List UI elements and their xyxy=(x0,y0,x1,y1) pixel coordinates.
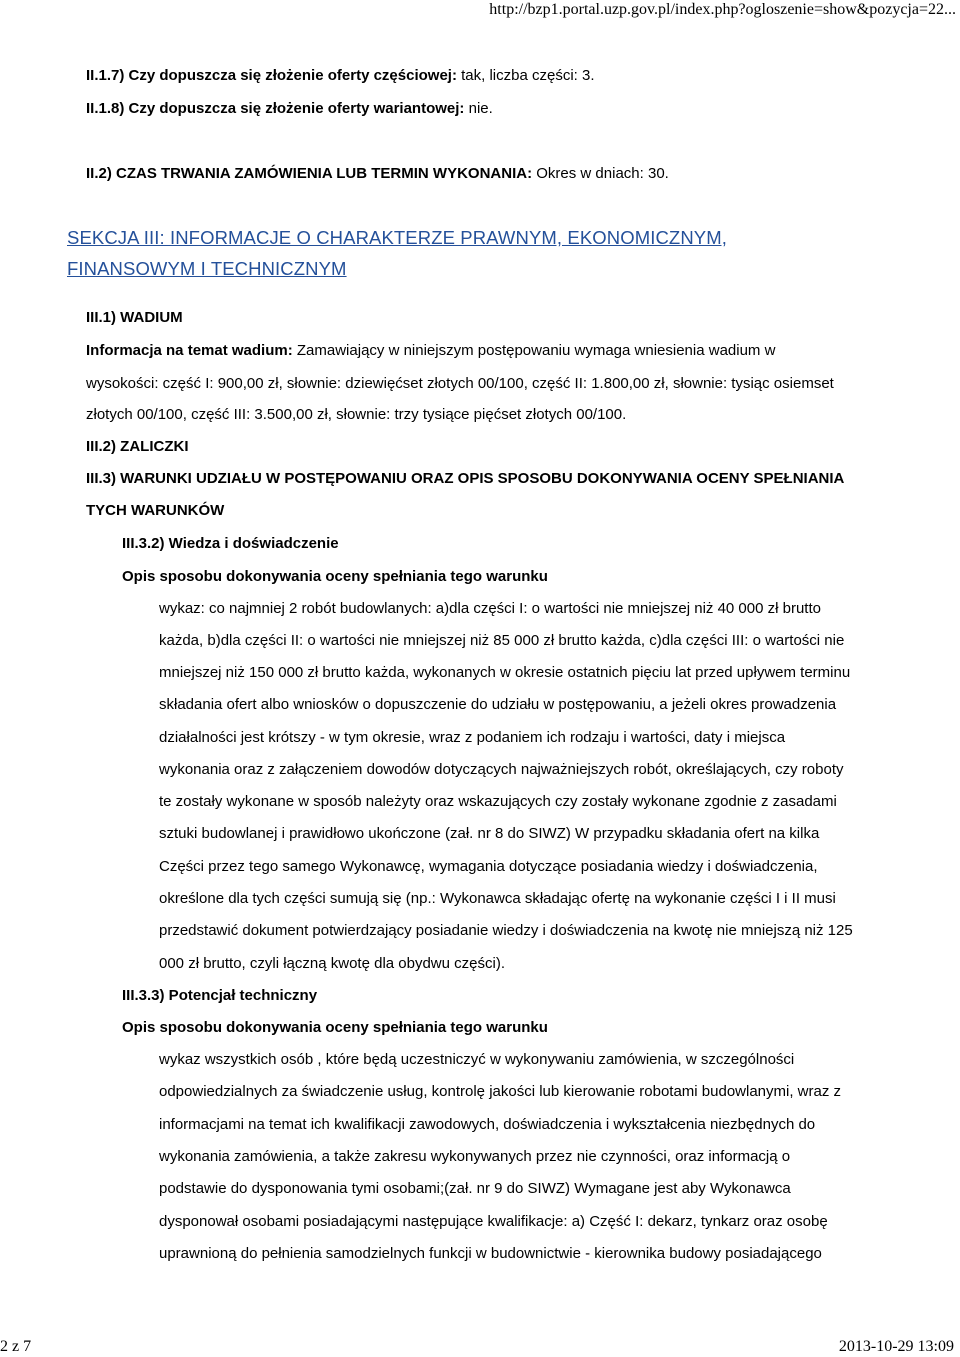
potencjal-line: uprawnioną do pełnienia samodzielnych funkcji w budownictwie - kierownika budowy posiadającego xyxy=(159,1245,822,1262)
item-ii-1-8 xyxy=(86,100,493,118)
item-value: tak, liczba części: 3. xyxy=(456,67,595,84)
warunki-heading-line-2: TYCH WARUNKÓW xyxy=(86,502,225,519)
wiedza-line: każda, b)dla części II: o wartości nie mniejszej niż 85 000 zł brutto każda, c)dla części III: o wartości nie xyxy=(159,632,845,649)
wiedza-line: określone dla tych części sumują się (np.: Wykonawca składając ofertę na wykonanie części I i II musi xyxy=(159,890,836,907)
item-label: II.2) CZAS TRWANIA ZAMÓWIENIA LUB TERMIN WYKONANIA: xyxy=(86,165,533,182)
wiedza-line: wykonania oraz z załączeniem dowodów dotyczących najważniejszych robót, określających, czy roboty xyxy=(159,761,844,778)
page-counter: 2 z 7 xyxy=(0,1338,32,1355)
potencjal-line: odpowiedzialnych za świadczenie usług, kontrolę jakości lub kierowanie robotami budowlanymi, wraz z xyxy=(159,1083,842,1100)
wiedza-line: wykaz: co najmniej 2 robót budowlanych: a)dla części I: o wartości nie mniejszej niż 40 000 zł brutto xyxy=(159,600,821,617)
wiedza-line: sztuki budowlanej i prawidłowo ukończone (zał. nr 8 do SIWZ) W przypadku składania ofert na kilka xyxy=(159,825,820,842)
print-timestamp: 2013-10-29 13:09 xyxy=(838,1338,954,1355)
wadium-line-2: wysokości: część I: 900,00 zł, słownie: dziewięćset złotych 00/100, część II: 1.800,00 zł, słownie: tysiąc osiemset xyxy=(86,375,834,392)
warunki-heading-line-1: III.3) WARUNKI UDZIAŁU W POSTĘPOWANIU ORAZ OPIS SPOSOBU DOKONYWANIA OCENY SPEŁNIANIA xyxy=(86,470,845,487)
wiedza-line: Części przez tego samego Wykonawcę, wymagania dotyczące posiadania wiedzy i doświadczenia, xyxy=(159,858,818,875)
zaliczki-heading: III.2) ZALICZKI xyxy=(86,438,189,455)
wadium-line-3: złotych 00/100, część III: 3.500,00 zł, słownie: trzy tysiące pięćset złotych 00/100. xyxy=(86,406,627,423)
wiedza-line: przedstawić dokument potwierdzający posiadanie wiedzy i doświadczenia na kwotę nie mniejszą niż 125 xyxy=(159,922,853,939)
wiedza-line: działalności jest krótszy - w tym okresie, wraz z podaniem ich rodzaju i wartości, daty i miejsca xyxy=(159,729,786,746)
wiedza-opis: Opis sposobu dokonywania oceny spełniania tego warunku xyxy=(122,568,548,585)
potencjal-opis: Opis sposobu dokonywania oceny spełniania tego warunku xyxy=(122,1019,548,1036)
section-title-line-2: FINANSOWYM I TECHNICZNYM xyxy=(67,258,347,279)
potencjal-line: wykonania zamówienia, a także zakresu wykonywanych przez nie czynności, oraz informacją o xyxy=(159,1148,791,1165)
potencjal-line: informacjami na temat ich kwalifikacji zawodowych, doświadczenia i wykształcenia niezbędnych do xyxy=(159,1116,816,1133)
wadium-heading: III.1) WADIUM xyxy=(86,309,183,326)
section-title-line-1: SEKCJA III: INFORMACJE O CHARAKTERZE PRAWNYM, EKONOMICZNYM, xyxy=(67,227,727,248)
wiedza-heading: III.3.2) Wiedza i doświadczenie xyxy=(122,535,339,552)
wadium-label: Informacja na temat wadium: xyxy=(86,342,293,359)
potencjal-line: podstawie do dysponowania tymi osobami;(zał. nr 9 do SIWZ) Wymagane jest aby Wykonawca xyxy=(159,1180,791,1197)
item-value: nie. xyxy=(464,100,493,117)
item-ii-1-7 xyxy=(86,67,595,85)
potencjal-line: wykaz wszystkich osób , które będą uczestniczyć w wykonywaniu zamówienia, w szczególności xyxy=(159,1051,795,1068)
item-value: Okres w dniach: 30. xyxy=(532,165,669,182)
wiedza-line: składania ofert albo wniosków o dopuszczenie do udziału w postępowaniu, a jeżeli okres prowadzenia xyxy=(159,696,837,713)
item-ii-2 xyxy=(86,165,669,183)
potencjal-heading: III.3.3) Potencjał techniczny xyxy=(122,987,318,1004)
potencjal-line: dysponował osobami posiadającymi następujące kwalifikacje: a) Część I: dekarz, tynkarz oraz osobę xyxy=(159,1213,828,1230)
wiedza-line: te zostały wykonane w sposób należyty oraz wskazujących czy zostały wykonane zgodnie z zasadami xyxy=(159,793,837,810)
wadium-line-1: Informacja na temat wadium: Zamawiający w niniejszym postępowaniu wymaga wniesienia wadium w xyxy=(86,342,776,359)
wiedza-line: mniejszej niż 150 000 zł brutto każda, wykonanych w okresie ostatnich pięciu lat przed upływem terminu xyxy=(159,664,851,681)
page-url: http://bzp1.portal.uzp.gov.pl/index.php?ogloszenie=show&pozycja=22... xyxy=(489,1,956,18)
item-label: II.1.8) Czy dopuszcza się złożenie oferty wariantowej: xyxy=(86,100,465,117)
item-label: II.1.7) Czy dopuszcza się złożenie oferty częściowej: xyxy=(86,67,457,84)
wiedza-line: 000 zł brutto, czyli łączną kwotę dla obydwu części). xyxy=(159,955,505,972)
